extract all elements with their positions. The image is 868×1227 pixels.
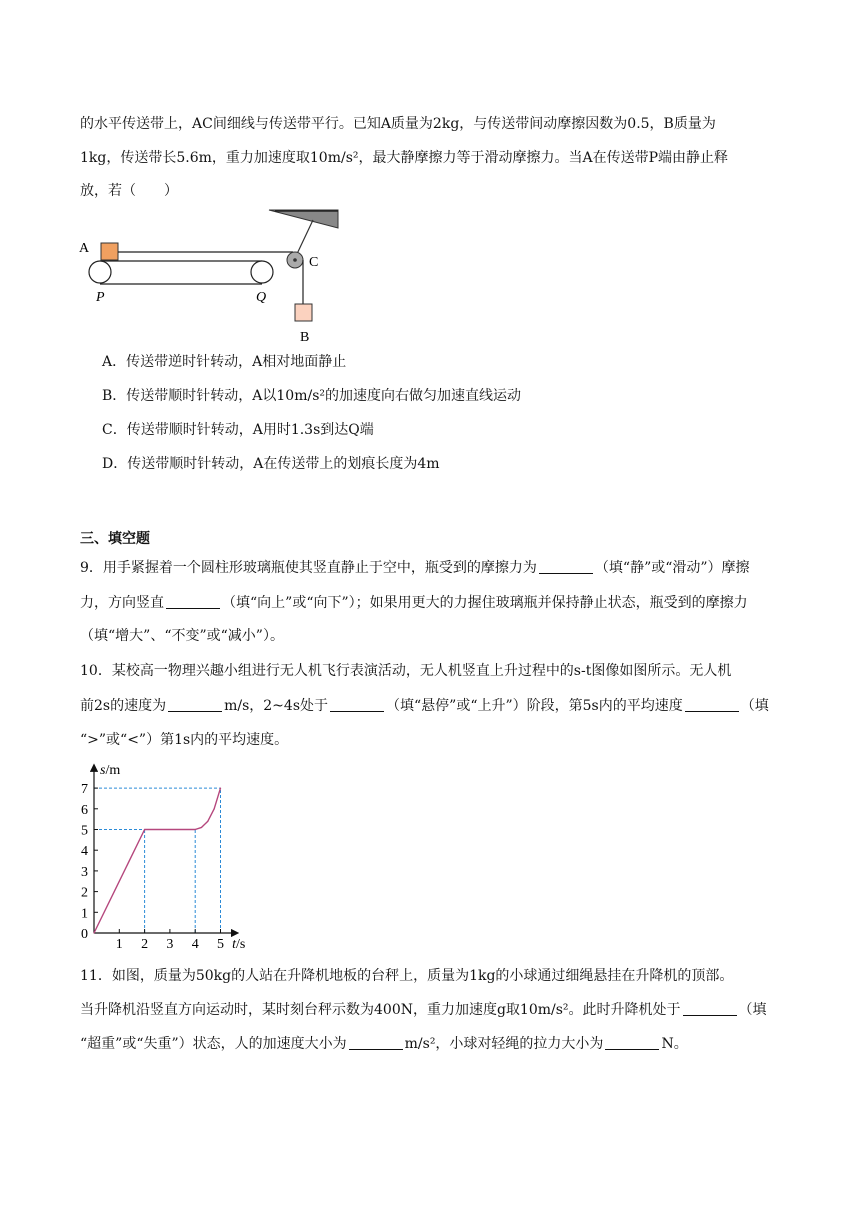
q9-line-1 <box>80 558 750 578</box>
x-axis-label: t/s <box>232 937 246 952</box>
q8-line-1: 的水平传送带上，AC间细线与传送带平行。已知A质量为2kg，与传送带间动摩擦因数为0.5，B质量为 <box>80 116 716 132</box>
ceiling-mount <box>269 210 338 228</box>
x-tick-label-0: 1 <box>115 937 123 952</box>
q11-blank-3 <box>605 1035 659 1050</box>
label-b: B <box>300 330 310 345</box>
q11-blank-1 <box>683 1001 737 1016</box>
q9-text-1a: 9．用手紧握着一个圆柱形玻璃瓶使其竖直静止于空中，瓶受到的摩擦力为 <box>80 560 537 576</box>
data-point-0-6 <box>220 788 221 789</box>
roller-p <box>89 261 111 283</box>
y-tick-label-4: 4 <box>81 844 88 860</box>
data-point-0-4 <box>207 821 208 822</box>
y-tick-label-6: 6 <box>81 802 88 818</box>
x-tick-label-1: 2 <box>141 937 149 952</box>
data-point-0-1 <box>144 829 145 830</box>
x-tick-label-3: 4 <box>191 937 199 952</box>
q10-line-1: 10．某校高一物理兴趣小组进行无人机飞行表演活动，无人机竖直上升过程中的s-t图像如图所示。无人机 <box>80 663 732 679</box>
section-heading: 三、填空题 <box>80 531 150 547</box>
q10-text-2b: m/s，2~4s处于 <box>224 698 328 714</box>
x-tick-label-4: 5 <box>217 937 224 952</box>
block-a <box>101 243 118 260</box>
q8-line-2: 1kg，传送带长5.6m，重力加速度取10m/s²，最大静摩擦力等于滑动摩擦力。当A在传送带P端由静止释 <box>80 150 729 166</box>
y-tick-label-2: 2 <box>81 885 88 901</box>
label-a: A <box>79 241 90 256</box>
q11-line-1: 11．如图，质量为50kg的人站在升降机地板的台秤上，质量为1kg的小球通过细绳悬挂在升降机的顶部。 <box>80 968 734 984</box>
q11-text-2b: （填 <box>738 1002 767 1018</box>
series-line-0 <box>94 788 221 933</box>
block-b <box>295 304 312 321</box>
q9-blank-1 <box>539 559 593 574</box>
q9-text-1b: （填“静”或“滑动”）摩擦 <box>594 560 750 576</box>
y-tick-label-5: 5 <box>81 823 88 839</box>
q10-line-3: “>”或“<”）第1s内的平均速度。 <box>80 732 289 748</box>
q9-text-2a: 力，方向竖直 <box>80 595 164 611</box>
y-axis-label: s/m <box>100 763 121 778</box>
q11-text-2a: 当升降机沿竖直方向运动时，某时刻台秤示数为400N，重力加速度g取10m/s²。此时升降机处于 <box>80 1002 681 1018</box>
pulley-rod <box>296 220 313 256</box>
q9-blank-2 <box>166 594 220 609</box>
option-b: B．传送带顺时针转动，A以10m/s²的加速度向右做匀加速直线运动 <box>102 388 522 404</box>
data-point-0-0 <box>93 932 94 933</box>
q9-text-2b: （填“向上”或“向下”）；如果用更大的力握住玻璃瓶并保持静止状态，瓶受到的摩擦力 <box>222 595 748 611</box>
data-point-0-2 <box>195 829 196 830</box>
q11-text-3c: N。 <box>661 1036 688 1052</box>
label-q: Q <box>256 290 267 305</box>
s-t-chart <box>70 757 270 952</box>
q9-line-3: （填“增大”、“不变”或“减小”）。 <box>80 628 284 644</box>
y-tick-label-7: 7 <box>81 782 88 798</box>
q9-line-2 <box>80 593 748 613</box>
q11-text-3a: “超重”或“失重”）状态，人的加速度大小为 <box>80 1036 347 1052</box>
data-point-0-3 <box>201 827 202 828</box>
label-c: C <box>309 255 319 270</box>
option-d: D．传送带顺时针转动，A在传送带上的划痕长度为4m <box>102 456 440 472</box>
q11-line-3 <box>80 1034 688 1054</box>
q11-blank-2 <box>349 1035 403 1050</box>
conveyor-figure <box>76 205 356 347</box>
option-a: A．传送带逆时针转动，A相对地面静止 <box>102 354 347 370</box>
q10-text-2d: （填 <box>740 698 769 714</box>
option-c: C．传送带顺时针转动，A用时1.3s到达Q端 <box>102 422 374 438</box>
q10-line-2 <box>80 696 769 716</box>
q8-line-3: 放，若（ ） <box>80 183 178 199</box>
roller-q <box>251 261 273 283</box>
q10-blank-1 <box>168 697 222 712</box>
label-p: P <box>96 290 105 305</box>
q10-blank-2 <box>330 697 384 712</box>
q10-text-2a: 前2s的速度为 <box>80 698 167 714</box>
q11-text-3b: m/s²，小球对轻绳的拉力大小为 <box>404 1036 604 1052</box>
q10-text-2c: （填“悬停”或“上升”）阶段，第5s内的平均速度 <box>386 698 683 714</box>
y-tick-label-3: 3 <box>81 864 88 880</box>
y-tick-label-1: 1 <box>81 906 88 922</box>
y-tick-label-0: 0 <box>81 927 88 942</box>
x-tick-label-2: 3 <box>166 937 174 952</box>
data-point-0-5 <box>214 808 215 809</box>
q10-blank-3 <box>685 697 739 712</box>
q11-line-2 <box>80 1000 767 1020</box>
